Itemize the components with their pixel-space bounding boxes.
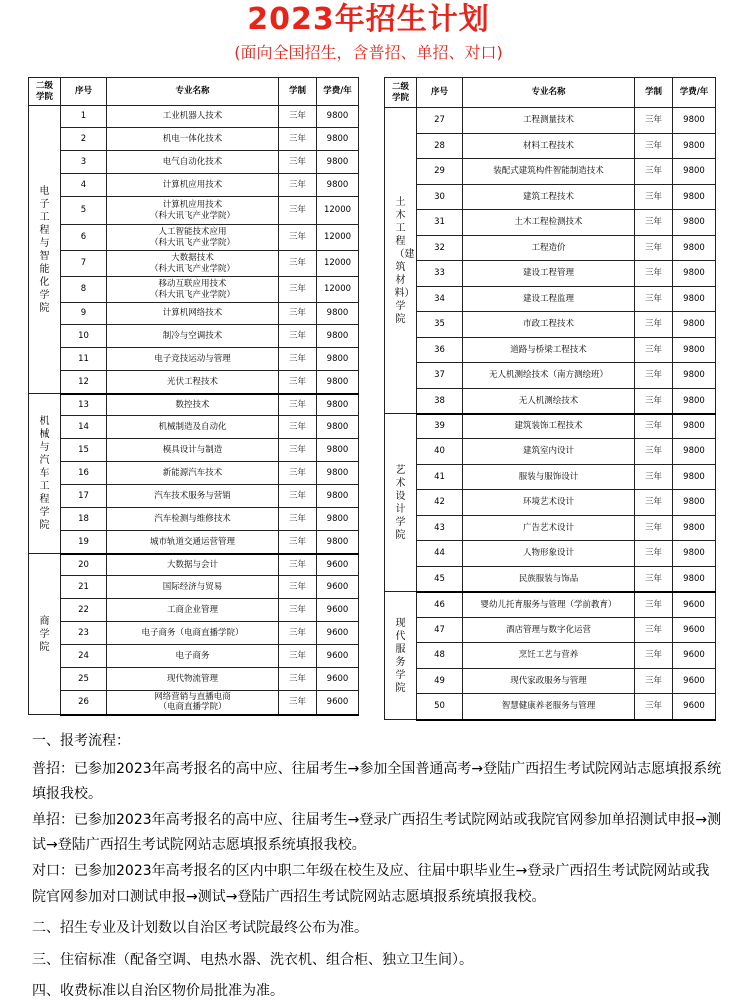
row-duration: 三年	[279, 225, 317, 251]
row-duration: 三年	[635, 465, 673, 490]
table-row	[385, 490, 716, 516]
notes-single-admission: 单招：已参加2023年高考报名的高中应、往届考生→登录广西招生考试院网站或我院官网参加单招测试申报→测试→登陆广西招生考试院网站志愿填报系统填报我校。	[32, 811, 722, 854]
table-row	[385, 541, 716, 567]
row-tuition: 9600	[317, 691, 359, 715]
table-row	[29, 462, 359, 485]
row-seq: 27	[417, 108, 463, 134]
row-duration: 三年	[279, 197, 317, 225]
table-row	[29, 531, 359, 554]
row-tuition: 9800	[317, 348, 359, 371]
table-row	[385, 592, 716, 618]
row-tuition: 9600	[673, 643, 716, 669]
row-seq: 41	[417, 465, 463, 490]
row-tuition: 9800	[673, 465, 716, 490]
header-college: 二级 学院	[29, 78, 61, 106]
row-duration: 三年	[279, 371, 317, 394]
table-row	[385, 389, 716, 414]
header-major: 专业名称	[463, 78, 635, 108]
row-major: 工业机器人技术	[107, 106, 279, 128]
table-row	[29, 277, 359, 303]
row-seq: 31	[417, 210, 463, 236]
row-duration: 三年	[279, 348, 317, 371]
row-duration: 三年	[635, 567, 673, 592]
college-cell	[29, 394, 61, 554]
row-tuition: 9800	[673, 439, 716, 465]
row-seq: 13	[61, 394, 107, 416]
row-tuition: 9600	[673, 669, 716, 694]
row-tuition: 9800	[673, 210, 716, 236]
row-tuition: 9800	[317, 508, 359, 531]
table-header-row	[29, 78, 359, 106]
row-major: 国际经济与贸易	[107, 576, 279, 599]
row-duration: 三年	[635, 592, 673, 618]
row-duration: 三年	[635, 618, 673, 643]
row-seq: 15	[61, 439, 107, 462]
row-seq: 38	[417, 389, 463, 414]
table-row	[29, 174, 359, 197]
row-duration: 三年	[279, 599, 317, 622]
row-tuition: 12000	[317, 251, 359, 277]
row-seq: 25	[61, 668, 107, 691]
table-row	[29, 416, 359, 439]
row-tuition: 9800	[317, 439, 359, 462]
college-name: 商学院	[39, 615, 50, 653]
row-seq: 42	[417, 490, 463, 516]
row-duration: 三年	[635, 236, 673, 261]
row-tuition: 9800	[673, 287, 716, 312]
table-row	[29, 251, 359, 277]
row-seq: 50	[417, 694, 463, 720]
row-duration: 三年	[279, 174, 317, 197]
row-tuition: 12000	[317, 197, 359, 225]
table-row	[385, 134, 716, 159]
college-name: 现代服务学院	[395, 617, 406, 694]
row-tuition: 9800	[673, 567, 716, 592]
row-tuition: 9800	[673, 541, 716, 567]
row-tuition: 9800	[673, 108, 716, 134]
header-seq: 序号	[61, 78, 107, 106]
row-major: 婴幼儿托育服务与管理（学前教育）	[463, 592, 635, 618]
row-duration: 三年	[279, 508, 317, 531]
row-seq: 32	[417, 236, 463, 261]
row-seq: 28	[417, 134, 463, 159]
table-row	[385, 516, 716, 541]
table-row	[29, 599, 359, 622]
row-duration: 三年	[279, 106, 317, 128]
row-major: 模具设计与制造	[107, 439, 279, 462]
row-major: 市政工程技术	[463, 312, 635, 338]
row-seq: 18	[61, 508, 107, 531]
row-major: 人物形象设计	[463, 541, 635, 567]
row-tuition: 9600	[673, 618, 716, 643]
row-duration: 三年	[279, 622, 317, 645]
row-seq: 21	[61, 576, 107, 599]
row-duration: 三年	[635, 261, 673, 287]
row-duration: 三年	[279, 416, 317, 439]
table-row	[29, 645, 359, 668]
row-duration: 三年	[279, 303, 317, 325]
row-major: 烹饪工艺与营养	[463, 643, 635, 669]
row-tuition: 9800	[673, 185, 716, 210]
row-major: 新能源汽车技术	[107, 462, 279, 485]
row-duration: 三年	[279, 645, 317, 668]
row-major: 工程造价	[463, 236, 635, 261]
row-tuition: 9800	[317, 485, 359, 508]
row-duration: 三年	[279, 691, 317, 715]
row-seq: 29	[417, 159, 463, 185]
row-tuition: 9800	[673, 414, 716, 439]
table-row	[385, 694, 716, 720]
college-name: 艺术设计学院	[395, 464, 406, 541]
row-major: 服装与服饰设计	[463, 465, 635, 490]
row-seq: 48	[417, 643, 463, 669]
row-seq: 22	[61, 599, 107, 622]
row-tuition: 9600	[317, 599, 359, 622]
table-row	[385, 643, 716, 669]
row-major: 机械制造及自动化	[107, 416, 279, 439]
row-seq: 6	[61, 225, 107, 251]
row-tuition: 9800	[317, 325, 359, 348]
table-row	[29, 554, 359, 576]
table-row	[385, 338, 716, 363]
notes-section3: 三、住宿标准（配备空调、电热水器、洗衣机、组合柜、独立卫生间）。	[32, 951, 473, 968]
row-duration: 三年	[635, 287, 673, 312]
row-tuition: 9800	[673, 363, 716, 389]
row-tuition: 9600	[673, 694, 716, 720]
row-duration: 三年	[279, 485, 317, 508]
row-seq: 46	[417, 592, 463, 618]
table-row	[29, 371, 359, 394]
table-row	[385, 567, 716, 592]
row-major: 工程测量技术	[463, 108, 635, 134]
row-major: 汽车技术服务与营销	[107, 485, 279, 508]
table-row	[385, 236, 716, 261]
row-tuition: 12000	[317, 277, 359, 303]
table-row	[29, 508, 359, 531]
row-major: 计算机应用技术	[107, 174, 279, 197]
row-duration: 三年	[279, 531, 317, 554]
row-major: 材料工程技术	[463, 134, 635, 159]
row-duration: 三年	[279, 668, 317, 691]
row-seq: 11	[61, 348, 107, 371]
row-seq: 7	[61, 251, 107, 277]
row-duration: 三年	[635, 185, 673, 210]
page-subtitle: (面向全国招生，含普招、单招、对口)	[234, 43, 503, 62]
table-row	[385, 287, 716, 312]
row-tuition: 9800	[317, 371, 359, 394]
row-seq: 33	[417, 261, 463, 287]
row-major: 土木工程检测技术	[463, 210, 635, 236]
row-major: 电子商务（电商直播学院）	[107, 622, 279, 645]
row-tuition: 9800	[673, 236, 716, 261]
row-seq: 17	[61, 485, 107, 508]
row-duration: 三年	[635, 108, 673, 134]
row-major: 电子商务	[107, 645, 279, 668]
row-duration: 三年	[635, 516, 673, 541]
row-seq: 47	[417, 618, 463, 643]
row-major: 建设工程管理	[463, 261, 635, 287]
college-cell	[29, 554, 61, 715]
header-seq: 序号	[417, 78, 463, 108]
table-row	[385, 159, 716, 185]
row-seq: 44	[417, 541, 463, 567]
header-major: 专业名称	[107, 78, 279, 106]
row-major: 环境艺术设计	[463, 490, 635, 516]
page-title: 2023年招生计划	[247, 2, 490, 37]
row-tuition: 9600	[317, 554, 359, 576]
row-seq: 19	[61, 531, 107, 554]
row-major: 网络营销与直播电商 （电商直播学院）	[107, 691, 279, 715]
row-seq: 37	[417, 363, 463, 389]
row-tuition: 9800	[317, 416, 359, 439]
table-row	[385, 618, 716, 643]
row-duration: 三年	[279, 576, 317, 599]
row-seq: 3	[61, 151, 107, 174]
notes-section	[32, 729, 722, 1005]
row-seq: 2	[61, 128, 107, 151]
row-seq: 36	[417, 338, 463, 363]
row-major: 道路与桥梁工程技术	[463, 338, 635, 363]
table-row	[385, 312, 716, 338]
row-seq: 10	[61, 325, 107, 348]
row-duration: 三年	[635, 363, 673, 389]
row-major: 民族服装与饰品	[463, 567, 635, 592]
enrollment-table-left	[28, 77, 359, 716]
table-row	[29, 325, 359, 348]
header-tuition: 学费/年	[317, 78, 359, 106]
college-name: 电子工程与智能化学院	[39, 185, 50, 314]
table-row	[29, 106, 359, 128]
table-row	[29, 303, 359, 325]
row-major: 机电一体化技术	[107, 128, 279, 151]
row-major: 建筑装饰工程技术	[463, 414, 635, 439]
college-cell	[29, 106, 61, 394]
college-name: 机械与汽车工程学院	[39, 416, 50, 531]
row-duration: 三年	[279, 394, 317, 416]
college-name: 土木工程（建筑材料）学院	[394, 196, 415, 325]
row-major: 广告艺术设计	[463, 516, 635, 541]
row-duration: 三年	[279, 251, 317, 277]
row-seq: 5	[61, 197, 107, 225]
table-row	[385, 261, 716, 287]
row-seq: 14	[61, 416, 107, 439]
table-row	[385, 185, 716, 210]
header-duration: 学制	[635, 78, 673, 108]
table-row	[385, 439, 716, 465]
row-duration: 三年	[279, 439, 317, 462]
row-duration: 三年	[635, 159, 673, 185]
enrollment-table-right	[384, 77, 716, 721]
notes-vocational-admission: 对口：已参加2023年高考报名的区内中职二年级在校生及应、往届中职毕业生→登录广西招生考试院网站或我院官网参加对口测试申报→测试→登陆广西招生考试院网站志愿填报系统填报我校。	[32, 862, 710, 905]
college-cell	[385, 108, 417, 414]
row-seq: 9	[61, 303, 107, 325]
row-tuition: 9800	[317, 303, 359, 325]
table-row	[29, 197, 359, 225]
row-major: 现代家政服务与管理	[463, 669, 635, 694]
row-major: 建设工程监理	[463, 287, 635, 312]
notes-section1-title: 一、报考流程：	[32, 733, 130, 749]
row-tuition: 9600	[317, 645, 359, 668]
table-row	[29, 225, 359, 251]
table-row	[29, 348, 359, 371]
row-seq: 4	[61, 174, 107, 197]
row-tuition: 9800	[673, 490, 716, 516]
row-duration: 三年	[279, 554, 317, 576]
row-tuition: 9800	[673, 389, 716, 414]
table-row	[385, 669, 716, 694]
row-tuition: 9800	[317, 128, 359, 151]
row-duration: 三年	[635, 312, 673, 338]
row-major: 人工智能技术应用 （科大讯飞产业学院）	[107, 225, 279, 251]
table-row	[385, 465, 716, 490]
row-duration: 三年	[635, 694, 673, 720]
table-row	[29, 691, 359, 715]
row-tuition: 9800	[673, 312, 716, 338]
table-row	[29, 576, 359, 599]
row-tuition: 9600	[317, 668, 359, 691]
row-tuition: 9800	[673, 516, 716, 541]
notes-section2: 二、招生专业及计划数以自治区考试院最终公布为准。	[32, 920, 368, 937]
row-seq: 45	[417, 567, 463, 592]
row-tuition: 9800	[317, 394, 359, 416]
row-seq: 35	[417, 312, 463, 338]
row-major: 电气自动化技术	[107, 151, 279, 174]
row-major: 装配式建筑构件智能制造技术	[463, 159, 635, 185]
table-row	[385, 363, 716, 389]
row-major: 计算机应用技术 （科大讯飞产业学院）	[107, 197, 279, 225]
row-duration: 三年	[635, 389, 673, 414]
row-seq: 43	[417, 516, 463, 541]
row-major: 工商企业管理	[107, 599, 279, 622]
row-major: 电子竞技运动与管理	[107, 348, 279, 371]
row-seq: 16	[61, 462, 107, 485]
row-duration: 三年	[635, 439, 673, 465]
row-seq: 1	[61, 106, 107, 128]
table-row	[385, 210, 716, 236]
table-row	[385, 108, 716, 134]
row-major: 光伏工程技术	[107, 371, 279, 394]
row-seq: 40	[417, 439, 463, 465]
row-seq: 24	[61, 645, 107, 668]
row-duration: 三年	[279, 128, 317, 151]
row-tuition: 9800	[317, 151, 359, 174]
row-duration: 三年	[635, 643, 673, 669]
row-duration: 三年	[635, 490, 673, 516]
row-tuition: 12000	[317, 225, 359, 251]
row-tuition: 9800	[317, 531, 359, 554]
row-major: 无人机测绘技术	[463, 389, 635, 414]
row-duration: 三年	[635, 338, 673, 363]
row-tuition: 9800	[317, 106, 359, 128]
row-duration: 三年	[279, 325, 317, 348]
row-major: 数控技术	[107, 394, 279, 416]
row-seq: 30	[417, 185, 463, 210]
table-row	[29, 151, 359, 174]
row-tuition: 9600	[317, 576, 359, 599]
row-major: 制冷与空调技术	[107, 325, 279, 348]
table-row	[29, 394, 359, 416]
row-seq: 20	[61, 554, 107, 576]
row-duration: 三年	[635, 210, 673, 236]
row-seq: 26	[61, 691, 107, 715]
row-duration: 三年	[279, 462, 317, 485]
row-tuition: 9800	[317, 462, 359, 485]
row-major: 酒店管理与数字化运营	[463, 618, 635, 643]
row-duration: 三年	[635, 669, 673, 694]
row-major: 智慧健康养老服务与管理	[463, 694, 635, 720]
row-seq: 49	[417, 669, 463, 694]
row-tuition: 9600	[673, 592, 716, 618]
row-major: 建筑工程技术	[463, 185, 635, 210]
row-major: 大数据技术 （科大讯飞产业学院）	[107, 251, 279, 277]
row-tuition: 9600	[317, 622, 359, 645]
row-major: 汽车检测与维修技术	[107, 508, 279, 531]
row-tuition: 9800	[673, 261, 716, 287]
header-tuition: 学费/年	[673, 78, 716, 108]
row-tuition: 9800	[673, 338, 716, 363]
row-duration: 三年	[635, 541, 673, 567]
college-cell	[385, 592, 417, 720]
table-row	[29, 668, 359, 691]
row-major: 建筑室内设计	[463, 439, 635, 465]
row-duration: 三年	[635, 134, 673, 159]
table-header-row	[385, 78, 716, 108]
row-major: 计算机网络技术	[107, 303, 279, 325]
row-seq: 39	[417, 414, 463, 439]
row-tuition: 9800	[317, 174, 359, 197]
table-row	[29, 485, 359, 508]
row-seq: 23	[61, 622, 107, 645]
table-row	[29, 622, 359, 645]
row-tuition: 9800	[673, 134, 716, 159]
row-duration: 三年	[279, 277, 317, 303]
notes-section4: 四、收费标准以自治区物价局批准为准。	[32, 983, 284, 1000]
table-row	[29, 128, 359, 151]
college-cell	[385, 414, 417, 592]
notes-general-admission: 普招：已参加2023年高考报名的高中应、往届考生→参加全国普通高考→登陆广西招生考试院网站志愿填报系统填报我校。	[32, 760, 722, 803]
row-major: 无人机测绘技术（南方测绘班）	[463, 363, 635, 389]
row-major: 大数据与会计	[107, 554, 279, 576]
table-row	[385, 414, 716, 439]
row-seq: 34	[417, 287, 463, 312]
row-duration: 三年	[635, 414, 673, 439]
row-seq: 12	[61, 371, 107, 394]
header-college: 二级 学院	[385, 78, 417, 108]
table-row	[29, 439, 359, 462]
row-tuition: 9800	[673, 159, 716, 185]
row-major: 移动互联应用技术 （科大讯飞产业学院）	[107, 277, 279, 303]
row-seq: 8	[61, 277, 107, 303]
row-major: 城市轨道交通运营管理	[107, 531, 279, 554]
row-major: 现代物流管理	[107, 668, 279, 691]
row-duration: 三年	[279, 151, 317, 174]
header-duration: 学制	[279, 78, 317, 106]
